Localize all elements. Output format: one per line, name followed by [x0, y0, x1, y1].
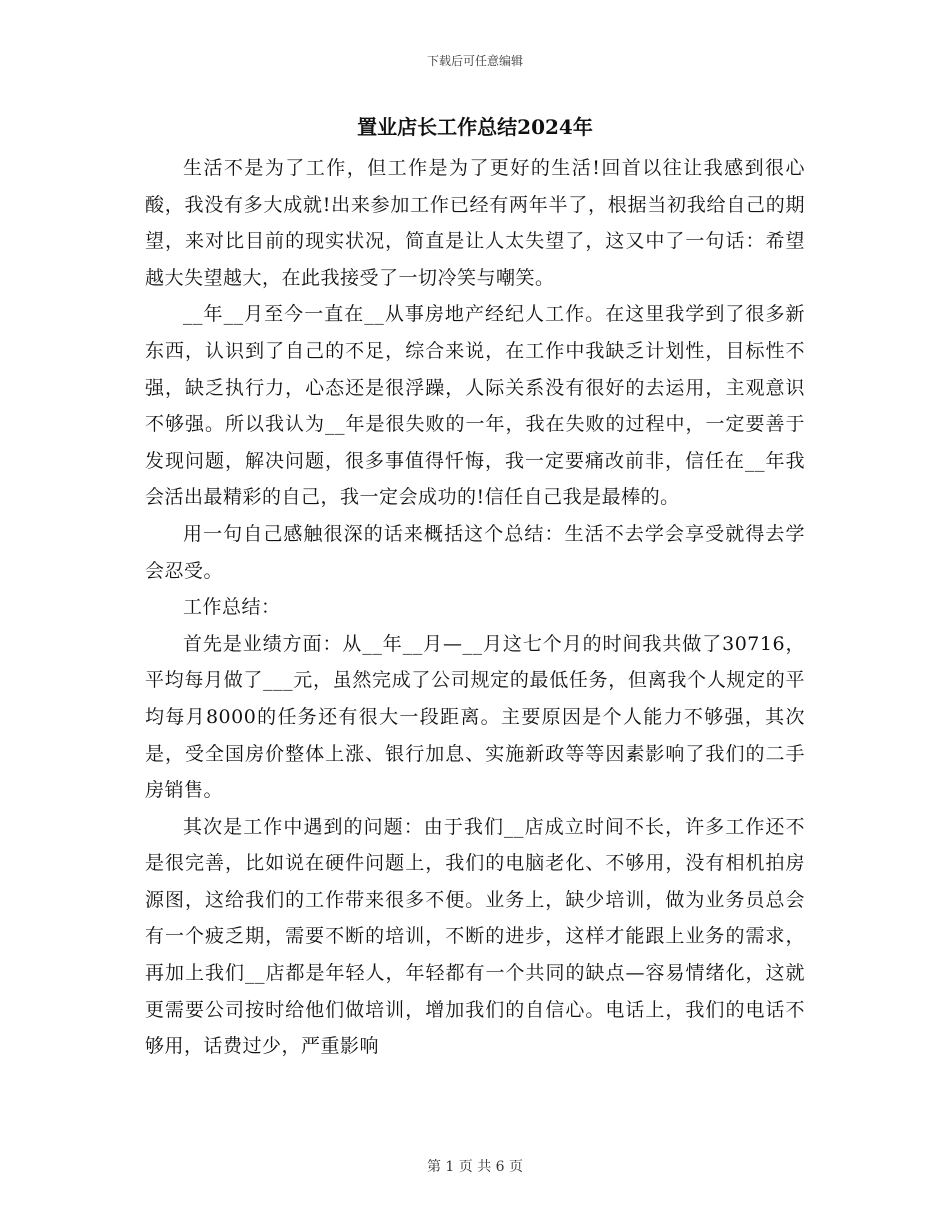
document-title: 置业店长工作总结2024年 [357, 115, 593, 139]
page-number: 第 1 页 共 6 页 [426, 1159, 524, 1175]
paragraph-problems: 其次是工作中遇到的问题：由于我们__店成立时间不长，许多工作还不是很完善，比如说在硬件问题上，我们的电脑老化、不够用，没有相机拍房源图，这给我们的工作带来很多不便。业务上，缺少培训，做为业务员总会有一个疲乏期，需要不断的培训，不断的进步，这样才能跟上业务的需求，再加上我们__店都是年轻人，年轻都有一个共同的缺点—容易情绪化，这就更需要公司按时给他们做培训，增加我们的自信心。电话上，我们的电话不够用，话费过少，严重影响 [145, 815, 805, 1058]
section-heading-work-summary: 工作总结： [183, 596, 281, 619]
paragraph-motto: 用一句自己感触很深的话来概括这个总结：生活不去学会享受就得去学会忍受。 [145, 522, 805, 582]
page-header-note: 下载后可任意编辑 [426, 54, 523, 68]
paragraph-experience: __年__月至今一直在__从事房地产经纪人工作。在这里我学到了很多新东西，认识到了自己的不足，综合来说，在工作中我缺乏计划性，目标性不强，缺乏执行力，心态还是很浮躁，人际关系没有很好的去运用，主观意识不够强。所以我认为__年是很失败的一年，我在失败的过程中，一定要善于发现问题，解决问题，很多事值得忏悔，我一定要痛改前非，信任在__年我会活出最精彩的自己，我一定会成功的!信任自己我是最棒的。 [145, 303, 805, 509]
paragraph-intro: 生活不是为了工作，但工作是为了更好的生活!回首以往让我感到很心酸，我没有多大成就!出来参加工作已经有两年半了，根据当初我给自己的期望，来对比目前的现实状况，简直是让人太失望了，这又中了一句话：希望越大失望越大，在此我接受了一切冷笑与嘲笑。 [145, 157, 805, 289]
document-body [145, 108, 805, 1065]
paragraph-performance: 首先是业绩方面：从__年__月—__月这七个月的时间我共做了30716，平均每月做了___元，虽然完成了公司规定的最低任务，但离我个人规定的平均每月8000的任务还有很大一段距离。主要原因是个人能力不够强，其次是，受全国房价整体上涨、银行加息、实施新政等等因素影响了我们的二手房销售。 [145, 632, 805, 802]
